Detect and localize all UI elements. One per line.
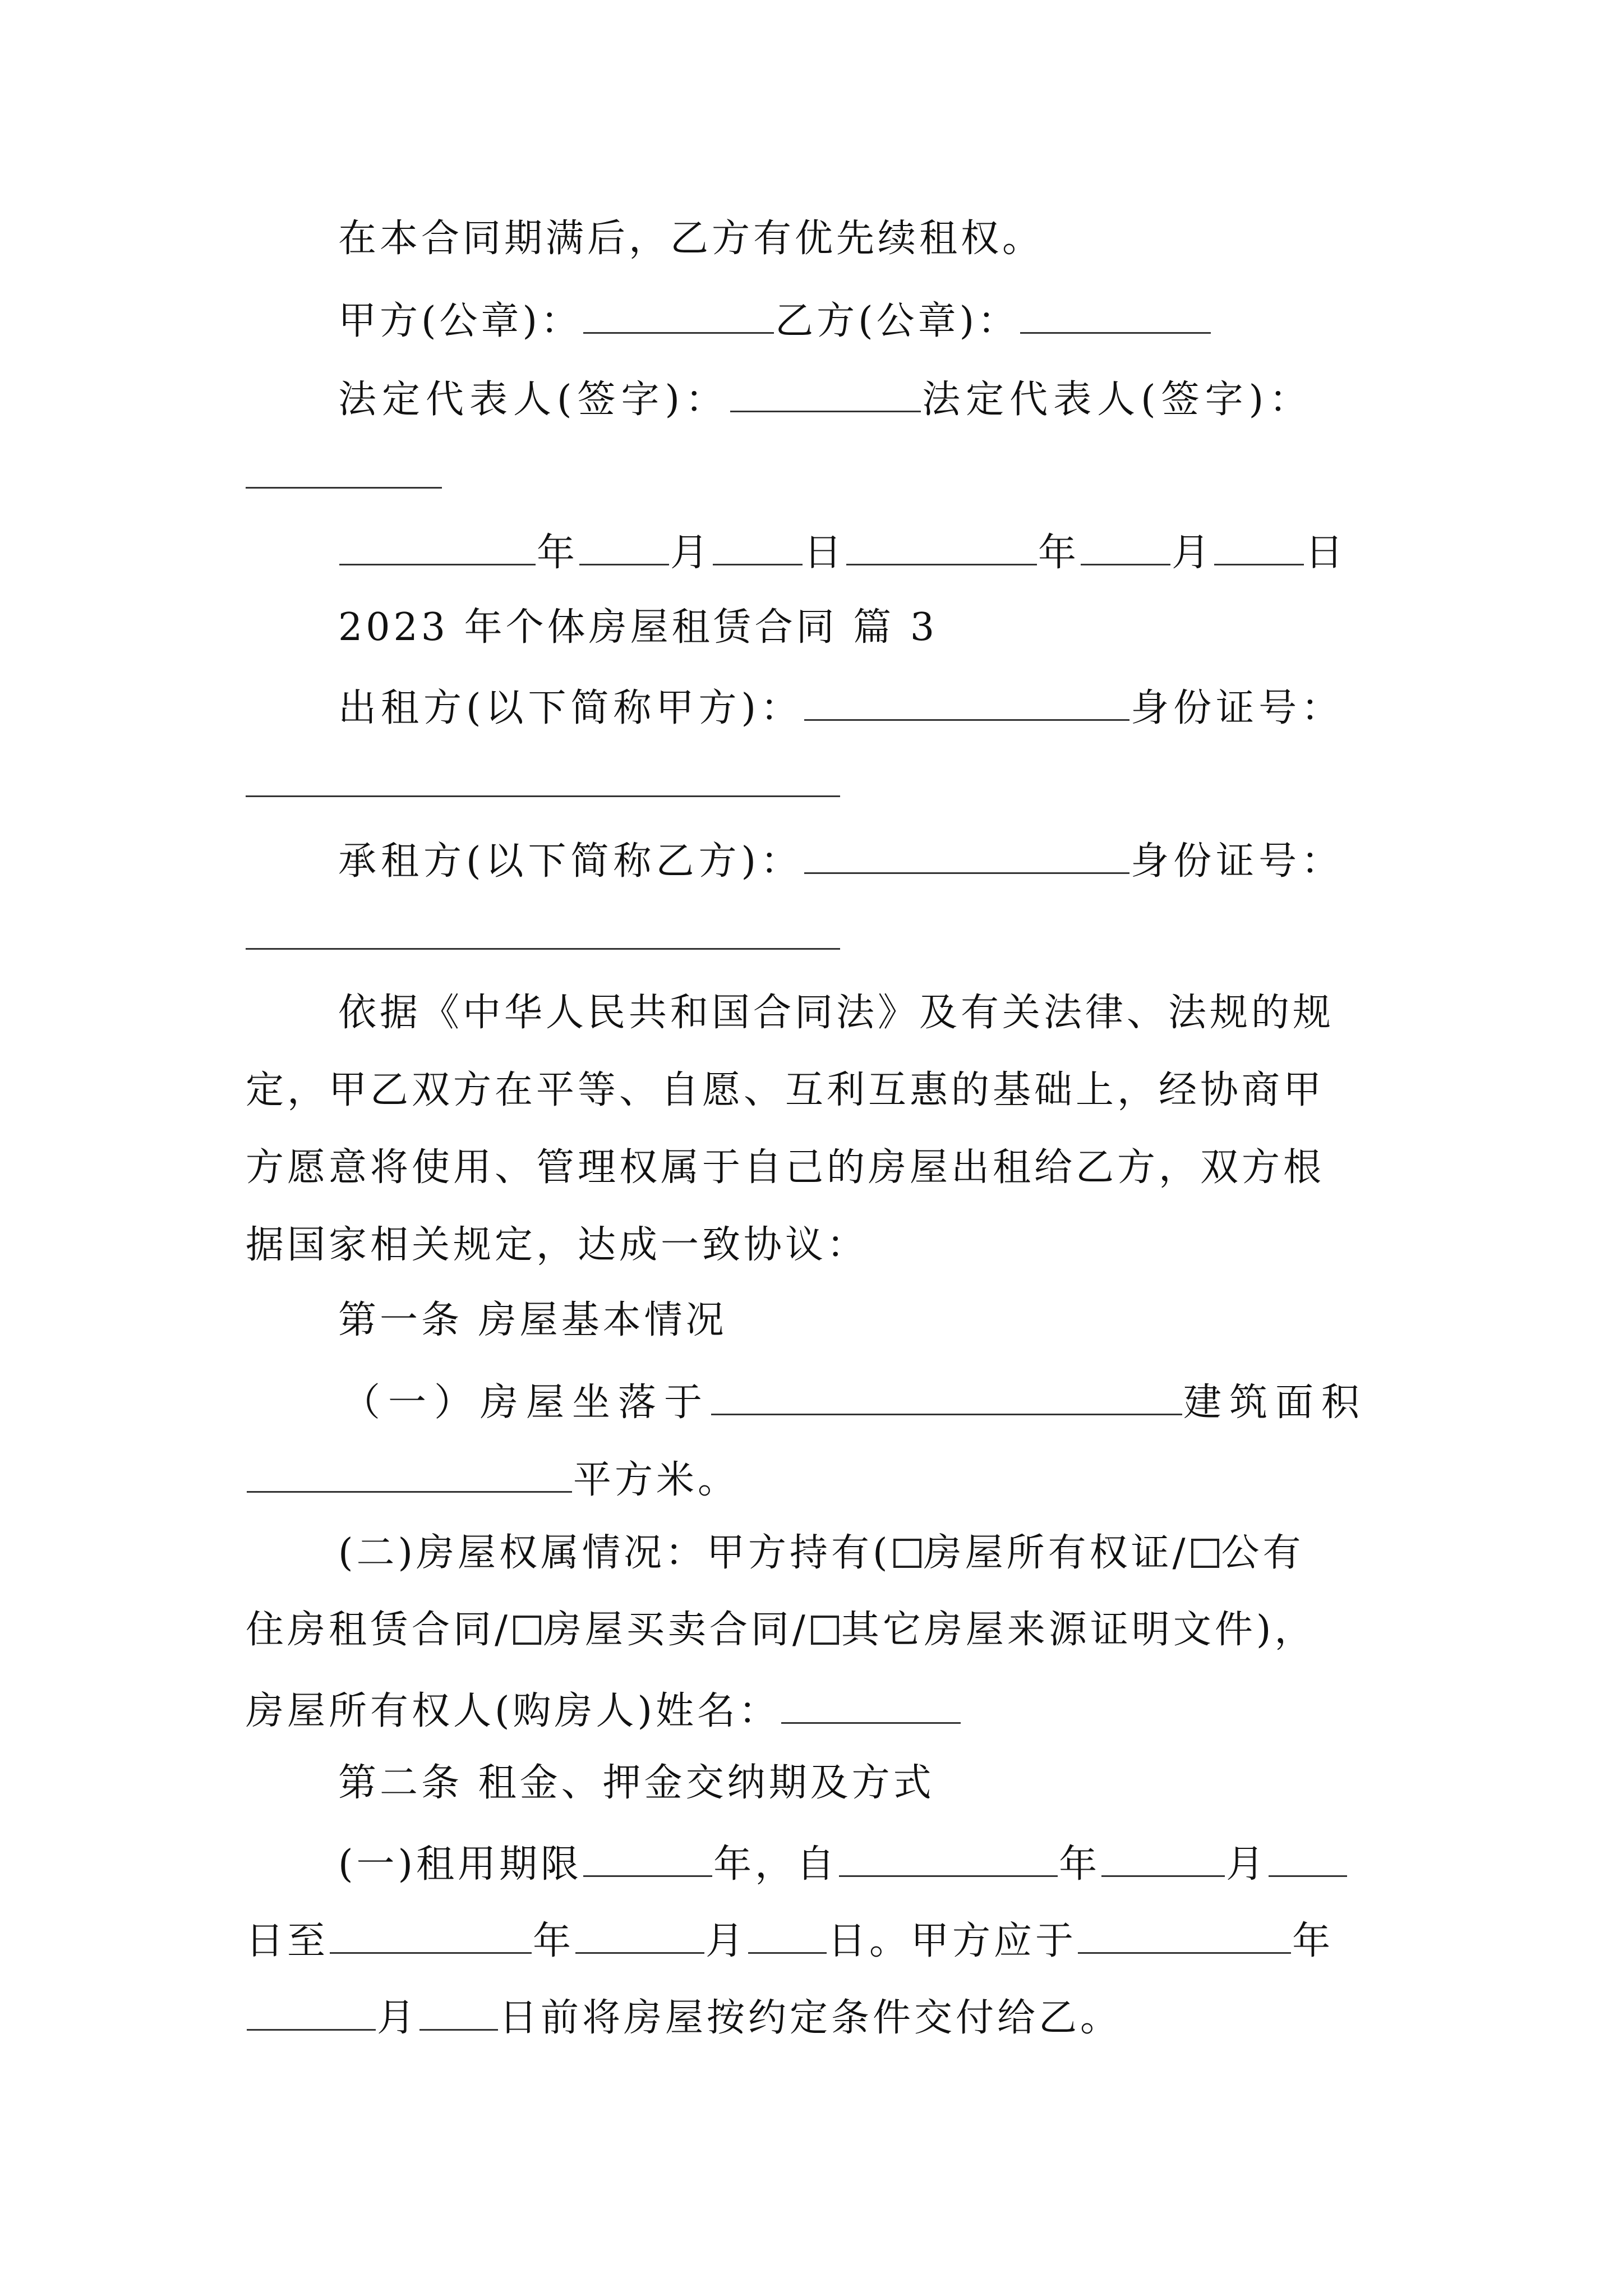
text: 日前将房屋按约定条件交付给乙。	[499, 1996, 1122, 2040]
lessor-line	[338, 685, 1344, 728]
checkbox[interactable]	[893, 1539, 921, 1568]
lessor-label: 出租方(以下简称甲方)：	[338, 686, 804, 730]
handover-month-blank[interactable]	[247, 1995, 376, 2031]
text: 第一条 房屋基本情况	[338, 1298, 727, 1342]
day-label: 日	[1305, 531, 1347, 575]
month-label: 月	[377, 1996, 419, 2040]
paragraph-line	[338, 991, 1335, 1035]
party-a-seal-label: 甲方(公章)：	[338, 299, 583, 343]
text: 依据《中华人民共和国合同法》及有关法律、法规的规	[338, 991, 1335, 1035]
unit-label: 平方米。	[573, 1458, 740, 1502]
representative-line	[338, 377, 1313, 422]
option-label: 房屋买卖合同/	[543, 1608, 809, 1652]
text: 2023 年个体房屋租赁合同 篇 3	[338, 605, 938, 650]
option-label: 公有	[1221, 1531, 1304, 1575]
option-label: 其它房屋来源证明文件)，	[841, 1608, 1316, 1652]
date-b-day-blank[interactable]	[1214, 530, 1304, 565]
paragraph-line	[246, 1145, 1325, 1190]
checkbox[interactable]	[513, 1616, 541, 1645]
party-b-seal-label: 乙方(公章)：	[775, 299, 1020, 343]
start-year-blank[interactable]	[839, 1842, 1058, 1877]
owner-name-line	[246, 1688, 962, 1731]
lessee-label: 承租方(以下简称乙方)：	[338, 839, 804, 884]
day-label: 日至	[246, 1919, 329, 1963]
month-label: 月	[706, 1919, 748, 1963]
text: 方愿意将使用、管理权属于自己的房屋出租给乙方，双方根	[246, 1145, 1325, 1190]
year-label: 年	[1038, 531, 1080, 575]
party-a-seal-blank[interactable]	[583, 298, 774, 334]
handover-year-blank[interactable]	[1078, 1918, 1291, 1954]
party-a-rep-label: 法定代表人(签字)：	[338, 378, 730, 422]
term-years-blank[interactable]	[583, 1842, 712, 1877]
term-line	[338, 1842, 1348, 1887]
party-b-rep-label: 法定代表人(签字)：	[922, 378, 1313, 422]
id-number-label: 身份证号：	[1131, 686, 1344, 730]
lessor-name-blank[interactable]	[804, 685, 1129, 721]
month-label: 月	[670, 531, 712, 575]
seal-line	[338, 298, 1212, 341]
text: 第二条 租金、押金交纳期及方式	[338, 1761, 935, 1805]
start-month-blank[interactable]	[1101, 1842, 1225, 1877]
end-month-blank[interactable]	[575, 1918, 704, 1954]
date-a-day-blank[interactable]	[713, 530, 803, 565]
location-label: （一）房屋坐落于	[342, 1381, 711, 1425]
year-label: 年	[537, 531, 579, 575]
renewal-clause	[338, 217, 1044, 261]
date-line	[338, 530, 1347, 575]
text: 定，甲乙双方在平等、自愿、互利互惠的基础上，经协商甲	[246, 1068, 1325, 1112]
ownership-line	[246, 1608, 1316, 1652]
lessee-name-blank[interactable]	[804, 839, 1129, 874]
owner-name-label: 房屋所有权人(购房人)姓名：	[246, 1689, 781, 1733]
ownership-label: (二)房屋权属情况：甲方持有(	[338, 1531, 891, 1575]
date-b-month-blank[interactable]	[1081, 530, 1170, 565]
option-label: 房屋所有权证/	[923, 1531, 1189, 1575]
party-b-seal-blank[interactable]	[1020, 298, 1211, 334]
year-label: 年	[1059, 1842, 1101, 1887]
area-label: 建筑面积	[1183, 1381, 1368, 1425]
house-location-line	[342, 1380, 1368, 1425]
article-2-heading	[338, 1761, 935, 1805]
lessor-id-blank[interactable]	[246, 795, 840, 797]
text: 日。甲方应于	[828, 1919, 1077, 1963]
ownership-line	[338, 1531, 1304, 1575]
text: 在本合同期满后，乙方有优先续租权。	[338, 217, 1044, 261]
term-line	[246, 1918, 1334, 1961]
option-label: 住房租赁合同/	[246, 1608, 511, 1652]
date-a-month-blank[interactable]	[579, 530, 669, 565]
checkbox[interactable]	[1191, 1539, 1219, 1568]
area-line	[246, 1457, 740, 1502]
text: 据国家相关规定，达成一致协议：	[246, 1223, 869, 1267]
owner-name-blank[interactable]	[781, 1688, 961, 1724]
paragraph-line	[246, 1223, 869, 1267]
article-1-heading	[338, 1298, 727, 1342]
lessee-line	[338, 839, 1344, 884]
year-label: 年	[1292, 1919, 1334, 1963]
location-blank[interactable]	[711, 1380, 1182, 1415]
date-b-year-blank[interactable]	[846, 530, 1037, 565]
paragraph-line	[246, 1068, 1325, 1112]
term-label: (一)租用期限	[338, 1842, 583, 1887]
area-blank[interactable]	[247, 1457, 572, 1493]
party-a-rep-blank[interactable]	[730, 377, 921, 412]
year-label: 年	[533, 1919, 575, 1963]
day-label: 日	[804, 531, 846, 575]
lessee-id-blank[interactable]	[246, 948, 840, 950]
end-year-blank[interactable]	[330, 1918, 532, 1954]
text: 年，自	[713, 1842, 838, 1887]
party-b-rep-blank[interactable]	[246, 487, 442, 489]
checkbox[interactable]	[811, 1616, 839, 1645]
month-label: 月	[1172, 531, 1214, 575]
handover-line	[246, 1995, 1122, 2040]
handover-day-blank[interactable]	[419, 1995, 498, 2031]
month-label: 月	[1226, 1842, 1268, 1887]
id-number-label: 身份证号：	[1131, 839, 1344, 884]
section-title	[338, 605, 938, 650]
start-day-blank[interactable]	[1269, 1842, 1347, 1877]
end-day-blank[interactable]	[748, 1918, 827, 1954]
date-a-year-blank[interactable]	[339, 530, 536, 565]
